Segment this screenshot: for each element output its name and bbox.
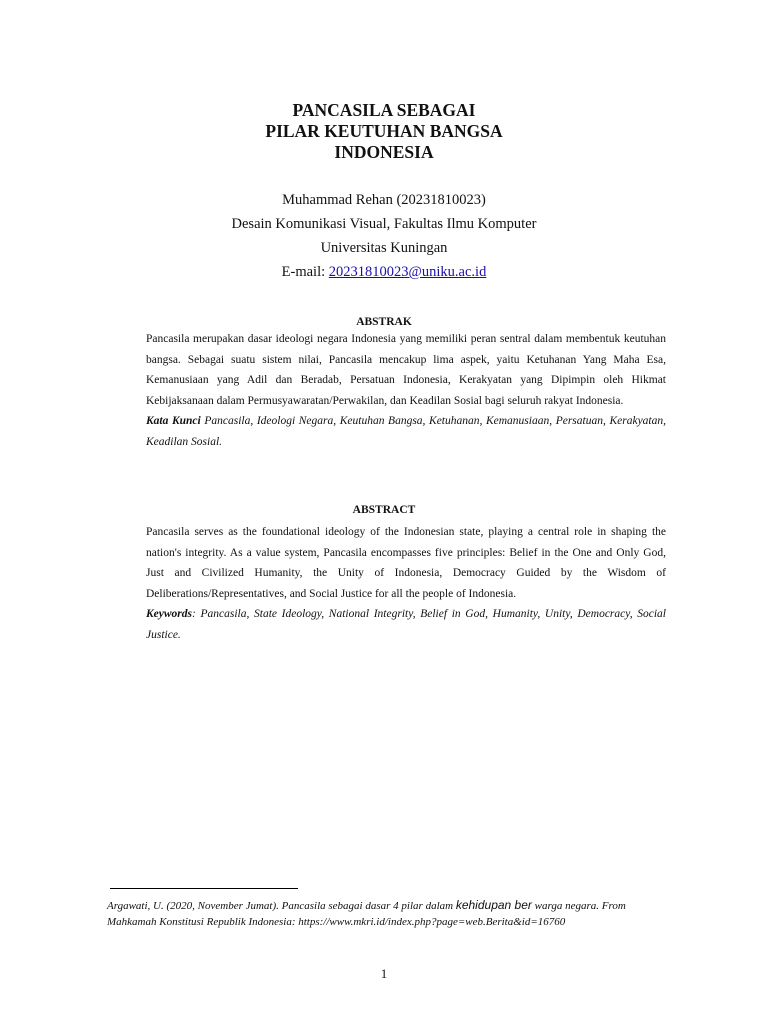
abstract-body <box>146 522 666 645</box>
paper-title <box>0 100 768 163</box>
email-link[interactable]: 20231810023@uniku.ac.id <box>328 264 487 280</box>
title-line-1: PANCASILA SEBAGAI <box>292 100 476 120</box>
title-line-3: INDONESIA <box>334 142 434 162</box>
email-label: E-mail: <box>281 264 329 280</box>
page-number: 1 <box>380 966 388 981</box>
abstrak-keywords: Pancasila, Ideologi Negara, Keutuhan Bangsa, Ketuhanan, Kemanusiaan, Persatuan, Kerakyatan, Keadilan Sosial. <box>146 415 666 448</box>
author-university: Universitas Kuningan <box>320 240 448 256</box>
footnote-part-3: warga negara. From Mahkamah Konstitusi Republik Indonesia: https://www.mkri.id/index.php?page=web.Berita&id=16760 <box>107 900 626 928</box>
footnote <box>107 897 667 930</box>
abstract-keywords: : Pancasila, State Ideology, National Integrity, Belief in God, Humanity, Unity, Democracy, Social Justice. <box>146 608 666 641</box>
author-email-line <box>0 260 768 284</box>
title-line-2: PILAR KEUTUHAN BANGSA <box>265 121 503 141</box>
abstrak-keywords-label: Kata Kunci <box>146 415 201 427</box>
author-name: Muhammad Rehan (20231810023) <box>282 192 486 208</box>
footnote-divider <box>110 888 298 889</box>
footnote-part-2: kehidupan ber <box>455 898 532 912</box>
abstrak-heading: ABSTRAK <box>356 316 412 328</box>
abstract-heading: ABSTRACT <box>352 504 416 516</box>
abstrak-body <box>146 329 666 452</box>
footnote-part-1: Argawati, U. (2020, November Jumat). Pancasila sebagai dasar 4 pilar dalam <box>107 900 456 912</box>
abstrak-text: Pancasila merupakan dasar ideologi negara Indonesia yang memiliki peran sentral dalam membentuk keutuhan bangsa. Sebagai suatu sistem nilai, Pancasila mencakup lima aspek, yaitu Ketuhanan Yang Maha Esa, Kemanusiaan yang Adil dan Beradab, Persatuan Indonesia, Kerakyatan yang Dipimpin oleh Hikmat Kebijaksanaan dalam Permusyawaratan/Perwakilan, dan Keadilan Sosial bagi seluruh rakyat Indonesia. <box>146 333 666 407</box>
abstract-text: Pancasila serves as the foundational ideology of the Indonesian state, playing a central role in shaping the nation's integrity. As a value system, Pancasila encompasses five principles: Belief in the One and Only God, Just and Civilized Humanity, the Unity of Indonesia, Democracy Guided by the Wisdom of Deliberations/Representatives, and Social Justice for all the people of Indonesia. <box>146 526 666 600</box>
author-department: Desain Komunikasi Visual, Fakultas Ilmu Komputer <box>231 216 537 232</box>
abstract-keywords-label: Keywords <box>146 608 192 620</box>
author-block <box>0 188 768 284</box>
